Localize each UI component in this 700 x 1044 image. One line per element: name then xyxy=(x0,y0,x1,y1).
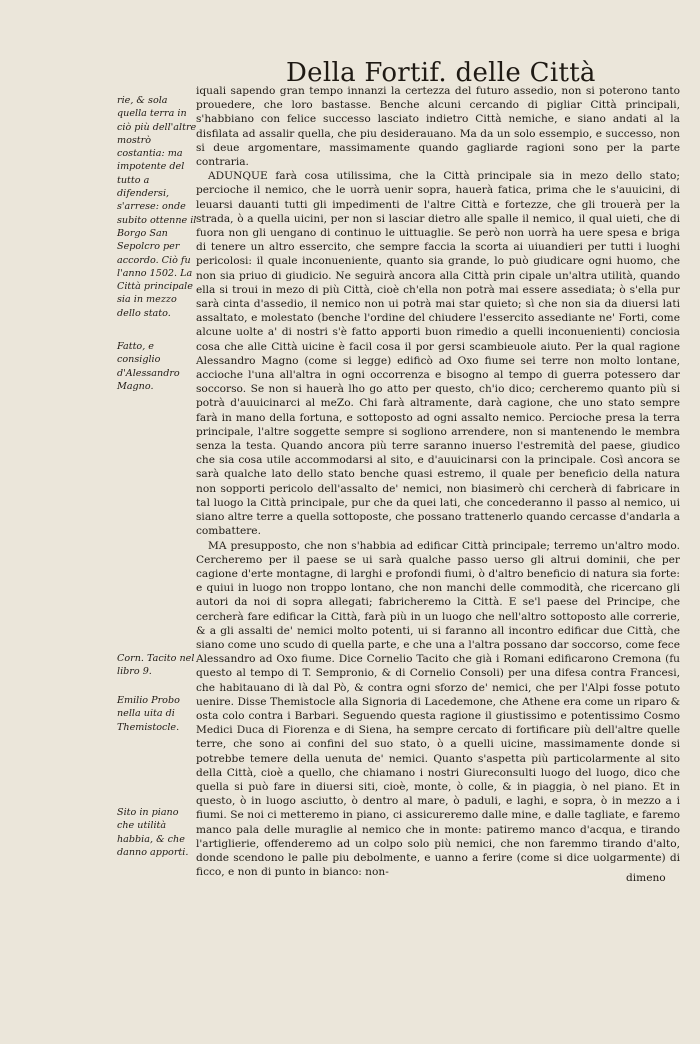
paragraph: MA presupposto, che non s'habbia ad edificar Città principale; terremo un'altro modo. Cercheremo per il paese se ui sarà qualche passo uerso gli altrui dominii, che per cagione d'erte montagne, di larghi e profondi fiumi, ò d'altro beneficio di natura sia forte: e quiui in luogo non troppo lontano, che non manchi delle commodità, che ricercano gli autori da noi di sopra allegati; fabricheremo la Città. E se'l paese del Principe, che cercherà fare edificar la Città, farà più in un luogo che nell'altro sottoposto alle correrie, & a gli assalti de' nemici molto potenti, ui si faranno all incontro edificar due Città, che siano come uno scudo di quella parte, e che una a l'altra possano dar soccorso, come fece Alessandro ad Oxo fiume. Dice Cornelio Tacito che già i Romani edificarono Cremona (fu questo al tempo di T. Sempronio, & di Cornelio Consoli) per una difesa contra Francesi, che habitauano di là dal Pò, & contra ogni sforzo de' nemici, che per l'Alpi fosse potuto uenire. Disse Themistocle alla Signoria di Lacedemone, che Athene era come un riparo & osta colo contra i Barbari. Seguendo questa ragione il giustissimo e potentissimo Cosmo Medici Duca di Fiorenza e di Siena, ha sempre cercato di fortificare più dell'altre quelle terre, che sono ai confini del suo stato, ò a quelli uicine, massimamente donde si potrebbe temere della uenuta de' nemici. Quanto s'aspetta più particolarmente al sito della Città, cioè a quello, che chiamano i nostri Giureconsulti luogo del luogo, dico che quella si può fare in diuersi siti, cioè, monte, ò colle, & in piaggia, ò nel piano. Et in questo, ò in luogo asciutto, ò dentro al mare, ò paduli, e laghi, e sopra, ò in mezzo a i fiumi. Se noi ci metteremo in piano, ci assicureremo dalle mine, e dalle tagliate, e faremo manco pala delle muraglie al nemico che in monte: patiremo manco d'acqua, e tirando l'artiglierie, offenderemo ad un colpo solo più nemici, che non faremmo tirando d'alto, donde scendono le palle piu debolmente, e uanno a ferire (come si dice uolgarmente) di ficco, e non di punto in bianco: non- xyxy=(196,539,680,879)
margin-note: Sito in piano che utilità habbia, & che danno apporti. xyxy=(117,807,189,858)
running-header: Della Fortif. delle Città xyxy=(286,58,596,88)
margin-note: Corn. Tacito nel libro 9. xyxy=(117,653,195,678)
margin-note: rie, & sola quella terra in ciò più dell'altre mostrò costantia: ma impotente del tutto a difendersi, s'arrese: onde subito ottenne il Borgo San Sepolcro per accordo. Ciò fu l'anno 1502. La Città principale sia in mezzo dello stato. xyxy=(117,95,197,319)
margin-note: Fatto, e consiglio d'Alessandro Magno. xyxy=(117,341,180,392)
catchword: dimeno xyxy=(626,872,666,884)
main-text xyxy=(196,84,680,879)
paragraph: iquali sapendo gran tempo innanzi la certezza del futuro assedio, non si poterono tanto prouedere, che loro bastasse. Benche alcuni cercando di pigliar Città principali, s'habbiano con felice successo lasciato indietro Città nemiche, e siano andati al la disfilata ad assalir quella, che piu desiderauano. Ma da un solo essempio, e successo, non si deue argomentare, massimamente quando gagliarde ragioni sono per la parte contraria. xyxy=(196,85,680,169)
margin-note: Emilio Probo nella uita di Themistocle. xyxy=(117,695,180,733)
paragraph: ADUNQUE farà cosa utilissima, che la Città principale sia in mezo dello stato; percioche il nemico, che le uorrà uenir sopra, hauerà fatica, prima che le s'auuicini, di leuarsi dauanti tutti gli impedimenti de l'altre Città e fortezze, che gli trouerà per la strada, ò a quella uicini, per non si lasciar dietro alle spalle il nemico, il qual uieti, che di fuora non gli uengano di continuo le uittuaglie. Se però non uorrà ha uere spesa e briga di tenere un altro essercito, che sempre faccia la scorta ai uiuandieri per tutti i luoghi pericolosi: il quale inconueniente, quanto sia grande, lo può giudicare ogni huomo, che non sia priuo di giudicio. Ne seguirà ancora alla Città prin cipale un'altra utilità, quando ella si troui in mezo di più Città, cioè ch'ella non potrà mai essere assediata; ò s'ella pur sarà cinta d'assedio, il nemico non ui potrà mai star quieto; sì che non sia da diuersi lati assaltato, e molestato (benche l'ordine del chiudere l'essercito assediante ne' Forti, come alcune uolte a' di nostri s'è fatto apporti buon rimedio a quelli inconuenienti) conciosia cosa che alle Città uicine è facil cosa il por gersi scambieuole aiuto. Per la qual ragione Alessandro Magno (come si legge) edificò ad Oxo fiume sei terre non molto lontane, accioche l'una all'altra in ogni occorrenza e bisogno al tempo di guerra potessero dar soccorso. Se non si hauerà lho go atto per questo, ch'io dico; cercheremo quanto più si potrà d'auuicinarci al meZo. Chi farà altramente, darà cagione, che uno stato sempre farà in mano della fortuna, e sottoposto ad ogni assalto nemico. Percioche presa la terra principale, l'altre soggette sempre si sogliono arrendere, non si mantenendo le membra senza la testa. Quando ancora più terre saranno inuerso l'estremità del paese, giudico che sia cosa utile accommodarsi al sito, e d'auuicinarsi con la principale. Così ancora se sarà qualche lato dello stato benche quasi estremo, il quale per beneficio della natura non sopporti pericolo dell'assalto de' nemici, non biasimerò chi cercherà di fabricare in tal luogo la Città principale, pur che da quei lati, che concederanno il passo al nemico, ui siano altre terre a quella sottoposte, che possano trattenerlo quando cercasse d'andarla a combattere. xyxy=(196,170,680,538)
